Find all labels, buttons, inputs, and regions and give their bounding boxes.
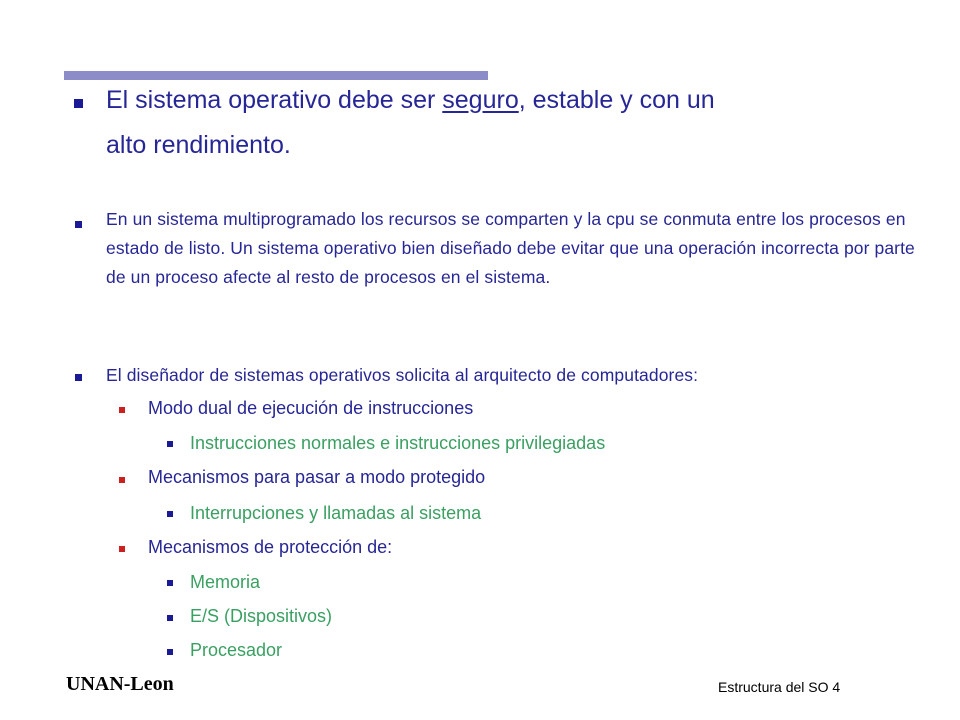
list-subitem-instructions: Instrucciones normales e instrucciones privilegiadas xyxy=(190,433,606,453)
list-subitem-processor: Procesador xyxy=(190,640,283,660)
bullet-icon xyxy=(119,477,125,483)
multiprogramming-paragraph: En un sistema multiprogramado los recursos se comparten y la cpu se conmuta entre los procesos en estado de listo. Un sistema operativo bien diseñado debe evitar que una operación incorrecta por parte de un proceso afecte al resto de procesos en el sistema. xyxy=(106,209,915,287)
bullet-icon xyxy=(119,407,125,413)
bullet-icon xyxy=(167,649,173,655)
bullet-icon xyxy=(167,511,173,517)
title-text-after: , estable y con un xyxy=(518,86,715,114)
bullet-icon xyxy=(167,615,173,621)
bullet-icon xyxy=(167,580,173,586)
bullet-icon xyxy=(74,99,83,108)
footer-slide-label: Estructura del SO 4 xyxy=(718,679,841,695)
footer-institution: UNAN-Leon xyxy=(66,673,174,695)
title-rule xyxy=(64,71,488,80)
list-item-protection: Mecanismos de protección de: xyxy=(148,537,393,557)
slide-title-line-1 xyxy=(106,86,715,115)
title-text-before: El sistema operativo debe ser xyxy=(106,86,443,114)
list-subitem-interrupts: Interrupciones y llamadas al sistema xyxy=(190,503,482,523)
bullet-icon xyxy=(75,374,82,381)
slide-title-line-2: alto rendimiento. xyxy=(106,131,291,159)
title-underlined-word: seguro xyxy=(442,86,519,114)
list-item-dual-mode: Modo dual de ejecución de instrucciones xyxy=(148,398,474,418)
list-item-protected-mode: Mecanismos para pasar a modo protegido xyxy=(148,467,486,487)
list-subitem-memory: Memoria xyxy=(190,572,261,592)
bullet-icon xyxy=(75,221,82,228)
bullet-icon xyxy=(119,546,125,552)
designer-paragraph: El diseñador de sistemas operativos solicita al arquitecto de computadores: xyxy=(106,365,699,385)
bullet-icon xyxy=(167,441,173,447)
list-subitem-io: E/S (Dispositivos) xyxy=(190,606,333,626)
